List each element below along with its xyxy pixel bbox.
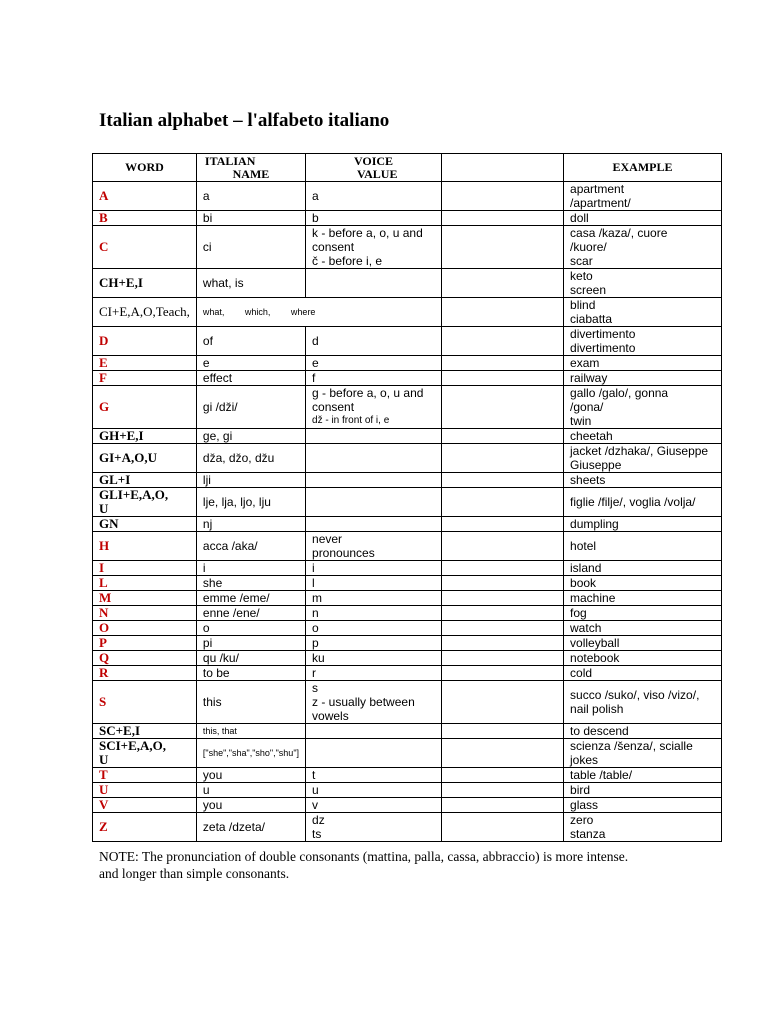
voice-value-line: d (312, 334, 319, 348)
word-cell: H (93, 532, 197, 561)
example-line: hotel (570, 539, 597, 553)
italian-name-cell: gi /dži/ (196, 386, 305, 429)
voice-value-line: never (312, 532, 343, 546)
voice-value-cell (306, 211, 442, 226)
word-cell: CI+E,A,O,Teach, (93, 298, 197, 327)
italian-name-cell: you (196, 768, 305, 783)
blank-cell (442, 356, 564, 371)
word-cell: Z (93, 813, 197, 842)
example-line: cheetah (570, 429, 613, 443)
voice-value-cell (306, 681, 442, 724)
word-cell: GL+I (93, 473, 197, 488)
voice-value-line: v (312, 798, 319, 812)
word-cell: GI+A,O,U (93, 444, 197, 473)
table-row (93, 621, 722, 636)
table-row (93, 269, 722, 298)
italian-name-cell: o (196, 621, 305, 636)
word-cell: CH+E,I (93, 269, 197, 298)
example-line: twin (570, 414, 592, 428)
italian-name-cell: enne /ene/ (196, 606, 305, 621)
word-line: U (99, 752, 109, 767)
word-cell: G (93, 386, 197, 429)
voice-value-cell (306, 473, 442, 488)
voice-value-line: m (312, 591, 323, 605)
word-cell: F (93, 371, 197, 386)
header-italian-name (196, 154, 305, 182)
voice-value-cell (306, 739, 442, 768)
table-row (93, 783, 722, 798)
example-cell (564, 768, 722, 783)
blank-cell (442, 576, 564, 591)
word-cell: S (93, 681, 197, 724)
voice-value-line: dž - in front of i, e (312, 415, 390, 426)
blank-cell (442, 429, 564, 444)
example-line: exam (570, 356, 600, 370)
word-cell: M (93, 591, 197, 606)
voice-value-cell (306, 371, 442, 386)
voice-value-cell (306, 488, 442, 517)
blank-cell (442, 269, 564, 298)
word-cell: C (93, 226, 197, 269)
note-line-2: and longer than simple consonants. (99, 866, 290, 881)
voice-value-cell (306, 517, 442, 532)
italian-name-cell: dža, džo, džu (196, 444, 305, 473)
italian-name-cell: nj (196, 517, 305, 532)
blank-cell (442, 724, 564, 739)
table-row (93, 488, 722, 517)
example-cell (564, 651, 722, 666)
table-row (93, 211, 722, 226)
voice-value-cell (306, 636, 442, 651)
blank-cell (442, 386, 564, 429)
voice-value-line: l (312, 576, 315, 590)
example-line: jacket /dzhaka/, Giuseppe (570, 444, 709, 458)
example-line: fog (570, 606, 587, 620)
table-row (93, 768, 722, 783)
voice-value-line: o (312, 621, 319, 635)
example-line: keto (570, 269, 593, 283)
voice-value-cell (306, 327, 442, 356)
word-cell: E (93, 356, 197, 371)
table-row (93, 606, 722, 621)
italian-name-cell: what, is (196, 269, 305, 298)
table-row (93, 561, 722, 576)
example-cell (564, 444, 722, 473)
voice-value-cell (306, 666, 442, 681)
italian-name-cell: bi (196, 211, 305, 226)
italian-name-cell: lje, lja, ljo, lju (196, 488, 305, 517)
example-line: blind (570, 298, 596, 312)
word-line: U (99, 501, 109, 516)
italian-name-cell: she (196, 576, 305, 591)
blank-cell (442, 739, 564, 768)
voice-value-cell (306, 532, 442, 561)
example-line: railway (570, 371, 608, 385)
voice-value-cell (306, 429, 442, 444)
voice-value-line: pronounces (312, 546, 375, 560)
voice-value-cell (306, 356, 442, 371)
example-cell (564, 517, 722, 532)
italian-name-cell: a (196, 182, 305, 211)
table-row (93, 591, 722, 606)
voice-value-cell (306, 444, 442, 473)
voice-value-cell (306, 182, 442, 211)
table-row (93, 226, 722, 269)
blank-cell (442, 182, 564, 211)
table-row (93, 473, 722, 488)
table-row (93, 651, 722, 666)
voice-value-line: vowels (312, 709, 349, 723)
page-title: Italian alphabet – l'alfabeto italiano (99, 110, 390, 131)
voice-value-cell (306, 651, 442, 666)
table-row (93, 636, 722, 651)
example-line: jokes (570, 753, 599, 767)
example-cell (564, 356, 722, 371)
blank-cell (442, 444, 564, 473)
italian-name-cell: lji (196, 473, 305, 488)
example-cell (564, 473, 722, 488)
example-line: table /table/ (570, 768, 633, 782)
example-line: divertimento (570, 341, 636, 355)
example-line: watch (570, 621, 602, 635)
italian-name-cell: e (196, 356, 305, 371)
table-row (93, 371, 722, 386)
table-row (93, 327, 722, 356)
table-row (93, 681, 722, 724)
example-line: /gona/ (570, 400, 604, 414)
header-voice-value-line1: VOICE (353, 153, 394, 168)
header-voice-value (306, 154, 442, 182)
voice-value-line: a (312, 189, 319, 203)
table-row (93, 182, 722, 211)
example-line: zero (570, 813, 594, 827)
example-line: succo /suko/, viso /vizo/, (570, 688, 700, 702)
voice-value-cell (306, 783, 442, 798)
italian-name-cell: u (196, 783, 305, 798)
example-cell (564, 783, 722, 798)
blank-cell (442, 298, 564, 327)
italian-name-cell: pi (196, 636, 305, 651)
word-cell: V (93, 798, 197, 813)
example-cell (564, 798, 722, 813)
voice-value-cell (306, 226, 442, 269)
blank-cell (442, 681, 564, 724)
example-cell (564, 681, 722, 724)
blank-cell (442, 636, 564, 651)
example-line: notebook (570, 651, 620, 665)
italian-name-cell: acca /aka/ (196, 532, 305, 561)
example-cell (564, 606, 722, 621)
blank-cell (442, 371, 564, 386)
word-cell: T (93, 768, 197, 783)
example-cell (564, 429, 722, 444)
example-cell (564, 298, 722, 327)
example-cell (564, 488, 722, 517)
example-line: machine (570, 591, 616, 605)
blank-cell (442, 561, 564, 576)
table-body (93, 182, 722, 842)
blank-cell (442, 226, 564, 269)
header-italian-name-line2: NAME (232, 166, 270, 181)
example-line: screen (570, 283, 607, 297)
word-cell: GN (93, 517, 197, 532)
voice-value-line: e (312, 356, 319, 370)
italian-name-cell: ge, gi (196, 429, 305, 444)
word-cell: R (93, 666, 197, 681)
example-line: volleyball (570, 636, 620, 650)
italian-name-cell: zeta /dzeta/ (196, 813, 305, 842)
blank-cell (442, 621, 564, 636)
example-line: dumpling (570, 517, 619, 531)
word-cell: B (93, 211, 197, 226)
blank-cell (442, 327, 564, 356)
voice-value-line: ts (312, 827, 322, 841)
table-row (93, 356, 722, 371)
header-voice-value-line2: VALUE (357, 166, 398, 181)
voice-value-line: n (312, 606, 319, 620)
table-row (93, 429, 722, 444)
italian-name-cell: what, which, where (196, 298, 441, 327)
voice-value-line: t (312, 768, 316, 782)
table-row (93, 576, 722, 591)
example-line: to descend (570, 724, 629, 738)
voice-value-cell (306, 724, 442, 739)
example-cell (564, 621, 722, 636)
header-blank (442, 154, 564, 182)
voice-value-cell (306, 798, 442, 813)
example-line: cold (570, 666, 593, 680)
example-line: sheets (570, 473, 606, 487)
blank-cell (442, 813, 564, 842)
voice-value-line: consent (312, 240, 355, 254)
voice-value-line: dz (312, 813, 325, 827)
example-line: figlie /filje/, voglia /volja/ (570, 495, 696, 509)
header-example: EXAMPLE (564, 154, 722, 182)
voice-value-line: consent (312, 400, 355, 414)
table-row (93, 517, 722, 532)
example-cell (564, 532, 722, 561)
blank-cell (442, 666, 564, 681)
blank-cell (442, 591, 564, 606)
blank-cell (442, 606, 564, 621)
table-row (93, 798, 722, 813)
word-line: SCI+E,A,O, (99, 738, 167, 753)
example-cell (564, 739, 722, 768)
table-row (93, 386, 722, 429)
example-line: gallo /galo/, gonna (570, 386, 669, 400)
example-line: bird (570, 783, 591, 797)
italian-name-cell: ci (196, 226, 305, 269)
blank-cell (442, 532, 564, 561)
example-line: /apartment/ (570, 196, 631, 210)
example-cell (564, 576, 722, 591)
word-cell: I (93, 561, 197, 576)
example-cell (564, 636, 722, 651)
italian-name-cell: qu /ku/ (196, 651, 305, 666)
voice-value-line: k - before a, o, u and (312, 226, 423, 240)
blank-cell (442, 211, 564, 226)
blank-cell (442, 473, 564, 488)
example-line: scienza /šenza/, scialle (570, 739, 693, 753)
italian-name-cell: this, that (196, 724, 305, 739)
table-header-row (93, 154, 722, 182)
voice-value-line: s (312, 681, 319, 695)
voice-value-line: p (312, 636, 319, 650)
voice-value-line: ku (312, 651, 325, 665)
italian-name-cell: this (196, 681, 305, 724)
table-row (93, 739, 722, 768)
example-cell (564, 813, 722, 842)
italian-name-cell: i (196, 561, 305, 576)
note-line-1: NOTE: The pronunciation of double consonants (mattina, palla, cassa, abbraccio) is more intense. (99, 849, 629, 864)
voice-value-line: b (312, 211, 319, 225)
example-line: nail polish (570, 702, 624, 716)
table-row (93, 444, 722, 473)
example-cell (564, 371, 722, 386)
word-cell: D (93, 327, 197, 356)
voice-value-cell (306, 576, 442, 591)
voice-value-cell (306, 621, 442, 636)
italian-name-cell: effect (196, 371, 305, 386)
voice-value-cell (306, 561, 442, 576)
table-row (93, 724, 722, 739)
header-word: WORD (93, 154, 197, 182)
example-cell (564, 327, 722, 356)
example-line: glass (570, 798, 599, 812)
voice-value-cell (306, 768, 442, 783)
blank-cell (442, 651, 564, 666)
voice-value-cell (306, 813, 442, 842)
example-line: book (570, 576, 597, 590)
example-cell (564, 591, 722, 606)
word-cell (93, 488, 197, 517)
example-cell (564, 226, 722, 269)
italian-name-cell: ["she","sha","sho","shu"] (196, 739, 305, 768)
word-cell: Q (93, 651, 197, 666)
word-cell: GH+E,I (93, 429, 197, 444)
word-cell: P (93, 636, 197, 651)
example-line: stanza (570, 827, 606, 841)
example-line: Giuseppe (570, 458, 622, 472)
example-line: divertimento (570, 327, 636, 341)
blank-cell (442, 783, 564, 798)
table-row (93, 298, 722, 327)
voice-value-cell (306, 386, 442, 429)
blank-cell (442, 488, 564, 517)
voice-value-line: u (312, 783, 319, 797)
example-line: /kuore/ (570, 240, 607, 254)
table-row (93, 666, 722, 681)
example-cell (564, 666, 722, 681)
example-line: doll (570, 211, 589, 225)
example-line: island (570, 561, 602, 575)
word-cell: U (93, 783, 197, 798)
word-cell: L (93, 576, 197, 591)
example-line: apartment (570, 182, 625, 196)
word-cell: N (93, 606, 197, 621)
word-cell: A (93, 182, 197, 211)
example-cell (564, 561, 722, 576)
example-line: scar (570, 254, 593, 268)
example-cell (564, 269, 722, 298)
italian-name-cell: you (196, 798, 305, 813)
voice-value-line: g - before a, o, u and (312, 386, 424, 400)
word-line: GLI+E,A,O, (99, 487, 169, 502)
example-cell (564, 724, 722, 739)
table-row (93, 813, 722, 842)
voice-value-line: z - usually between (312, 695, 415, 709)
word-cell: O (93, 621, 197, 636)
voice-value-line: f (312, 371, 316, 385)
word-cell: SC+E,I (93, 724, 197, 739)
voice-value-line: i (312, 561, 315, 575)
voice-value-line: r (312, 666, 317, 680)
blank-cell (442, 798, 564, 813)
voice-value-cell (306, 269, 442, 298)
italian-name-cell: emme /eme/ (196, 591, 305, 606)
voice-value-line: č - before i, e (312, 254, 383, 268)
table-row (93, 532, 722, 561)
italian-name-cell: of (196, 327, 305, 356)
voice-value-cell (306, 591, 442, 606)
note-paragraph (99, 848, 689, 882)
example-cell (564, 386, 722, 429)
header-italian-name-line1: ITALIAN (204, 153, 256, 168)
example-line: ciabatta (570, 312, 613, 326)
alphabet-table (92, 153, 722, 842)
blank-cell (442, 768, 564, 783)
example-cell (564, 211, 722, 226)
example-cell (564, 182, 722, 211)
example-line: casa /kaza/, cuore (570, 226, 668, 240)
voice-value-cell (306, 606, 442, 621)
blank-cell (442, 517, 564, 532)
word-cell (93, 739, 197, 768)
italian-name-cell: to be (196, 666, 305, 681)
